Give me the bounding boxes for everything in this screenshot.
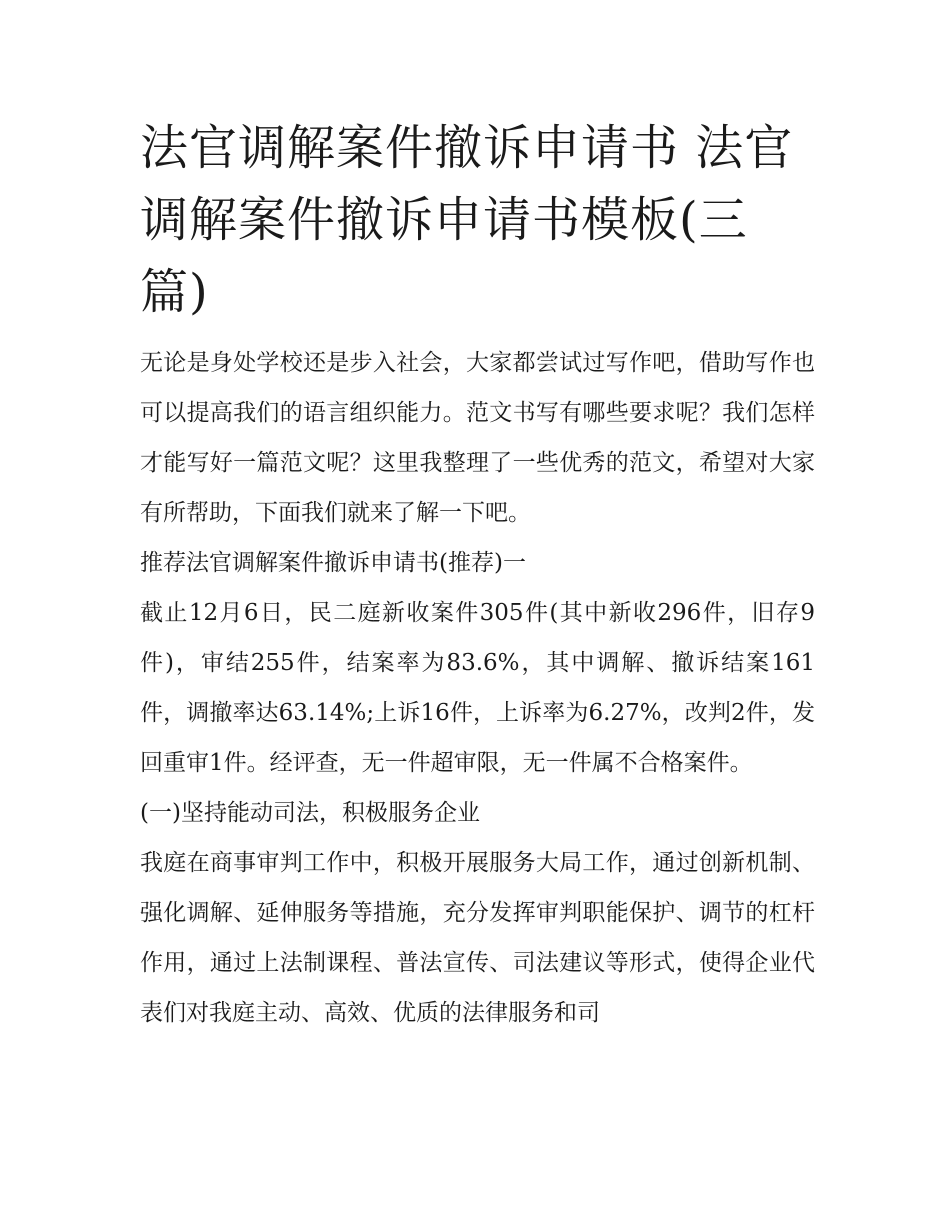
statistics-paragraph: 截止12月6日，民二庭新收案件305件(其中新收296件，旧存9件)，审结255件，结案率为83.6%，其中调解、撤诉结案161件，调撤率达63.14%;上诉16件，上诉率为6.27%，改判2件，发回重审1件。经评查，无一件超审限，无一件属不合格案件。 (140, 600, 815, 776)
body-paragraph: 我庭在商事审判工作中，积极开展服务大局工作，通过创新机制、强化调解、延伸服务等措施，充分发挥审判职能保护、调节的杠杆作用，通过上法制课程、普法宣传、司法建议等形式，使得企业代表们对我庭主动、高效、优质的法律服务和司 (140, 850, 815, 1026)
intro-paragraph: 无论是身处学校还是步入社会，大家都尝试过写作吧，借助写作也可以提高我们的语言组织能力。范文书写有哪些要求呢？我们怎样才能写好一篇范文呢？这里我整理了一些优秀的范文，希望对大家有所帮助，下面我们就来了解一下吧。 (140, 350, 815, 526)
document-title: 法官调解案件撤诉申请书 法官调解案件撤诉申请书模板(三篇) (140, 120, 794, 320)
subsection-heading: (一)坚持能动司法，积极服务企业 (140, 800, 480, 826)
document-body (140, 112, 815, 1038)
section-heading: 推荐法官调解案件撤诉申请书(推荐)一 (140, 550, 526, 576)
